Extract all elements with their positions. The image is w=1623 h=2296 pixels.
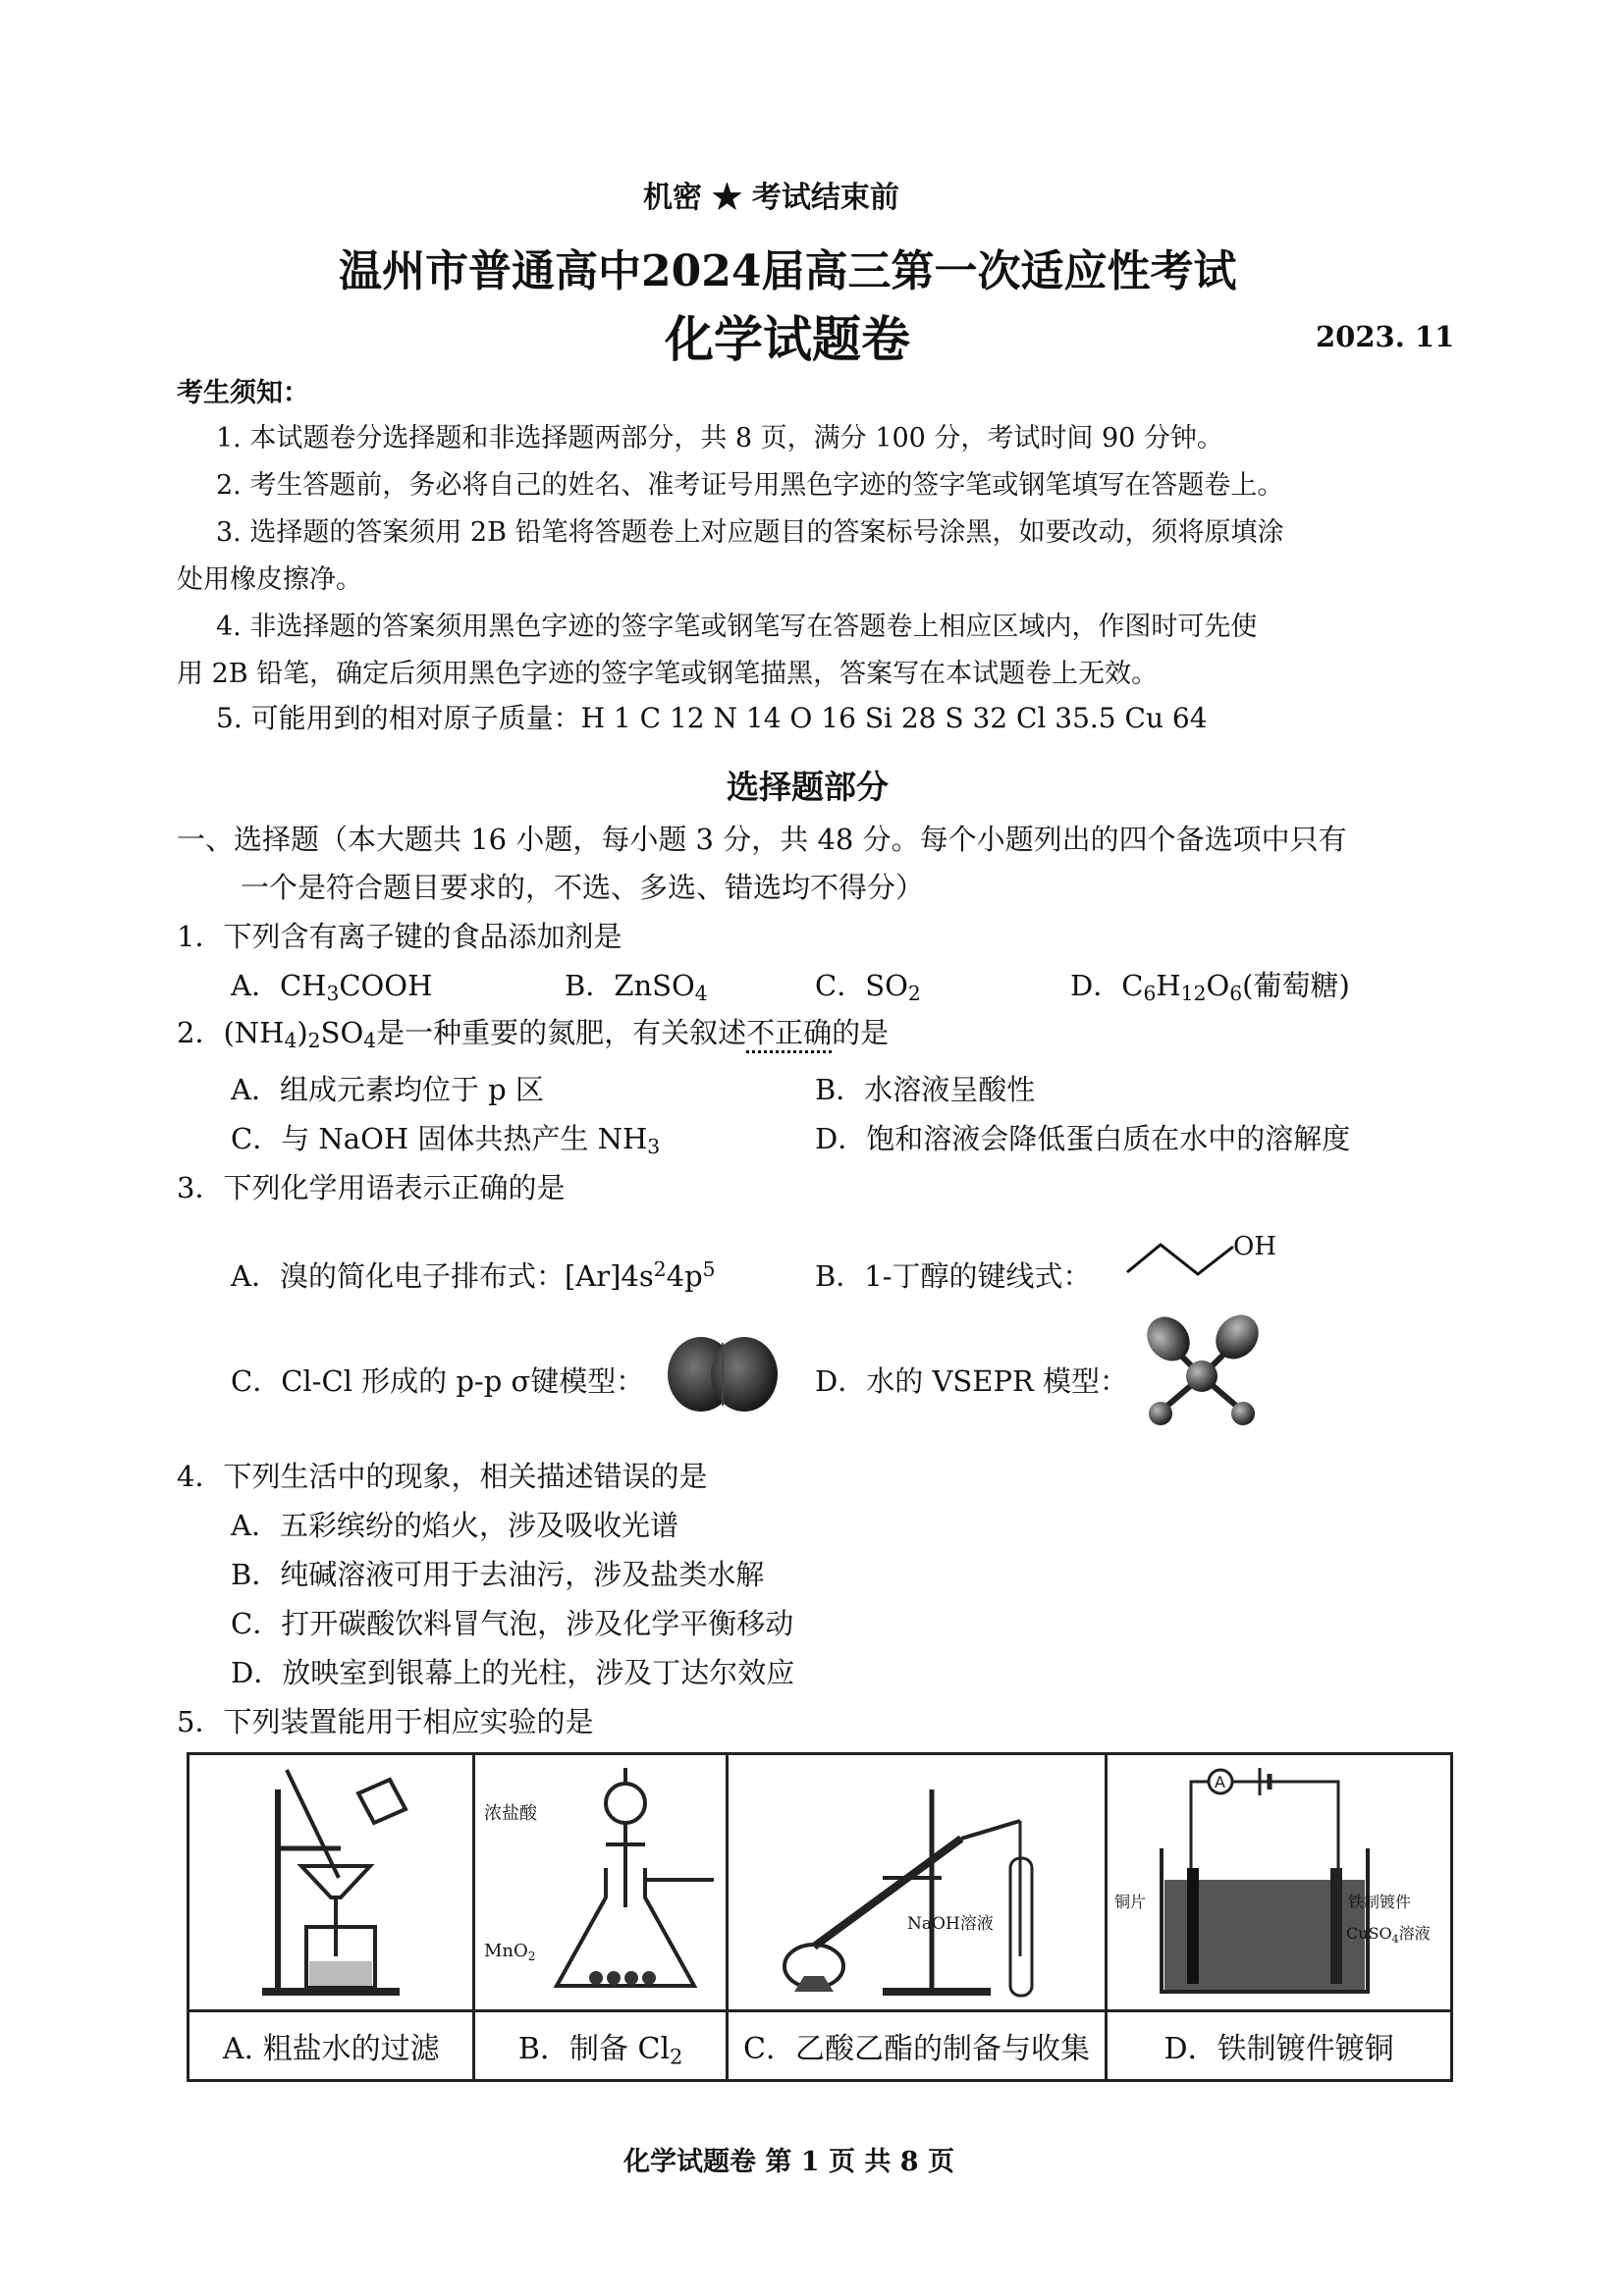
label-cuso4: CuSO$_4$溶液 — [1345, 1923, 1431, 1946]
label-copper: 铜片 — [1113, 1892, 1146, 1911]
q1-option-c: C．$SO_2$ — [815, 969, 921, 1006]
ester-preparation-diagram — [735, 1760, 1099, 2005]
q2-option-b: B．水溶液呈酸性 — [815, 1073, 1036, 1106]
apparatus-ester — [727, 1754, 1106, 2011]
q2-option-c: C．与 NaOH 固体共热产生 $NH_3$ — [231, 1122, 661, 1159]
electroplating-diagram — [1112, 1760, 1446, 2005]
apparatus-electroplating — [1107, 1754, 1452, 2011]
filtration-diagram — [233, 1760, 429, 2005]
label-conc-hcl: 浓盐酸 — [483, 1802, 537, 1824]
ammeter-label: A — [1214, 1772, 1225, 1791]
q4-option-c: C．打开碳酸饮料冒气泡，涉及化学平衡移动 — [231, 1607, 794, 1640]
q4-option-d: D．放映室到银幕上的光柱，涉及丁达尔效应 — [231, 1656, 795, 1689]
butanol-oh-label: OH — [1233, 1232, 1276, 1261]
q1-stem: 1．下列含有离子键的食品添加剂是 — [177, 920, 622, 953]
exam-date: 2023. 11 — [1316, 320, 1455, 353]
notice-item-4b: 用 2B 铅笔，确定后须用黑色字迹的签字笔或钢笔描黑，答案写在本试题卷上无效。 — [177, 659, 1159, 689]
q5-stem: 5．下列装置能用于相应实验的是 — [177, 1705, 594, 1738]
q3-option-c: C．Cl-Cl 形成的 p-p σ键模型： — [231, 1364, 645, 1398]
q5-option-b: B．制备 $Cl_2$ — [474, 2011, 727, 2081]
section-instruction-2: 一个是符合题目要求的，不选、多选、错选均不得分） — [241, 871, 925, 904]
notice-item-1: 1. 本试题卷分选择题和非选择题两部分，共 8 页，满分 100 分，考试时间 90 分钟。 — [216, 423, 1223, 454]
q3-option-b: B．1-丁醇的键线式： — [815, 1259, 1092, 1293]
q3-option-a: A．溴的简化电子排布式：$[Ar]4s^24p^5$ — [231, 1256, 716, 1293]
apparatus-filtration — [189, 1754, 474, 2011]
section-instruction-1: 一、选择题（本大题共 16 小题，每小题 3 分，共 48 分。每个小题列出的四个备选项中只有 — [177, 823, 1347, 856]
notice-item-3a: 3. 选择题的答案须用 2B 铅笔将答题卷上对应题目的答案标号涂黑，如要改动，须将原填涂 — [216, 517, 1284, 548]
q4-stem: 4．下列生活中的现象，相关描述错误的是 — [177, 1460, 708, 1493]
q3-option-d: D．水的 VSEPR 模型： — [815, 1364, 1129, 1398]
q1-option-b: B．ZnSO$_4$ — [565, 969, 708, 1006]
notice-item-4a: 4. 非选择题的答案须用黑色字迹的签字笔或钢笔写在答题卷上相应区域内，作图时可先使 — [216, 612, 1258, 642]
notice-item-2: 2. 考生答题前，务必将自己的姓名、准考证号用黑色字迹的签字笔或钢笔填写在答题卷上。 — [216, 470, 1284, 501]
butanol-skeletal-formula — [1119, 1225, 1296, 1294]
notice-item-3b: 处用橡皮擦净。 — [177, 564, 362, 595]
q5-option-a: A. 粗盐水的过滤 — [189, 2011, 474, 2081]
chlorine-generator-diagram — [478, 1760, 724, 2005]
apparatus-chlorine — [474, 1754, 727, 2011]
label-iron-part: 铁制镀件 — [1347, 1892, 1411, 1911]
q3-stem: 3．下列化学用语表示正确的是 — [177, 1171, 566, 1204]
q4-option-a: A．五彩缤纷的焰火，涉及吸收光谱 — [231, 1509, 678, 1542]
exam-title: 温州市普通高中2024届高三第一次适应性考试 — [339, 246, 1237, 296]
page-footer: 化学试题卷 第 1 页 共 8 页 — [623, 2147, 954, 2177]
q1-option-d: D．$C_6H_{12}O_6$(葡萄糖) — [1070, 969, 1350, 1006]
label-mno2: MnO$_2$ — [483, 1940, 536, 1963]
q5-option-c: C．乙酸乙酯的制备与收集 — [727, 2011, 1106, 2081]
p-p-sigma-bond-model — [664, 1333, 782, 1415]
q5-apparatus-table — [187, 1752, 1453, 2082]
q2-option-d: D．饱和溶液会降低蛋白质在水中的溶解度 — [815, 1122, 1351, 1155]
q2-option-a: A．组成元素均位于 p 区 — [231, 1073, 544, 1106]
paper-subtitle: 化学试题卷 — [665, 310, 910, 368]
section-title: 选择题部分 — [727, 768, 889, 806]
label-naoh: NaOH溶液 — [906, 1913, 994, 1934]
notice-item-5: 5. 可能用到的相对原子质量：H 1 C 12 N 14 O 16 Si 28 S 32 Cl 35.5 Cu 64 — [216, 702, 1208, 734]
water-vsepr-model — [1139, 1313, 1267, 1433]
confidential-mark: 机密 ★ 考试结束前 — [643, 181, 899, 215]
notice-heading: 考生须知： — [177, 378, 309, 408]
q4-option-b: B．纯碱溶液可用于去油污，涉及盐类水解 — [231, 1558, 765, 1591]
q2-stem: 2．$(NH_4)_2SO_4$是一种重要的氮肥，有关叙述不正确的是 — [177, 1016, 890, 1053]
q5-option-d: D．铁制镀件镀铜 — [1107, 2011, 1452, 2081]
q1-option-a: A．$CH_3COOH$ — [231, 969, 433, 1006]
